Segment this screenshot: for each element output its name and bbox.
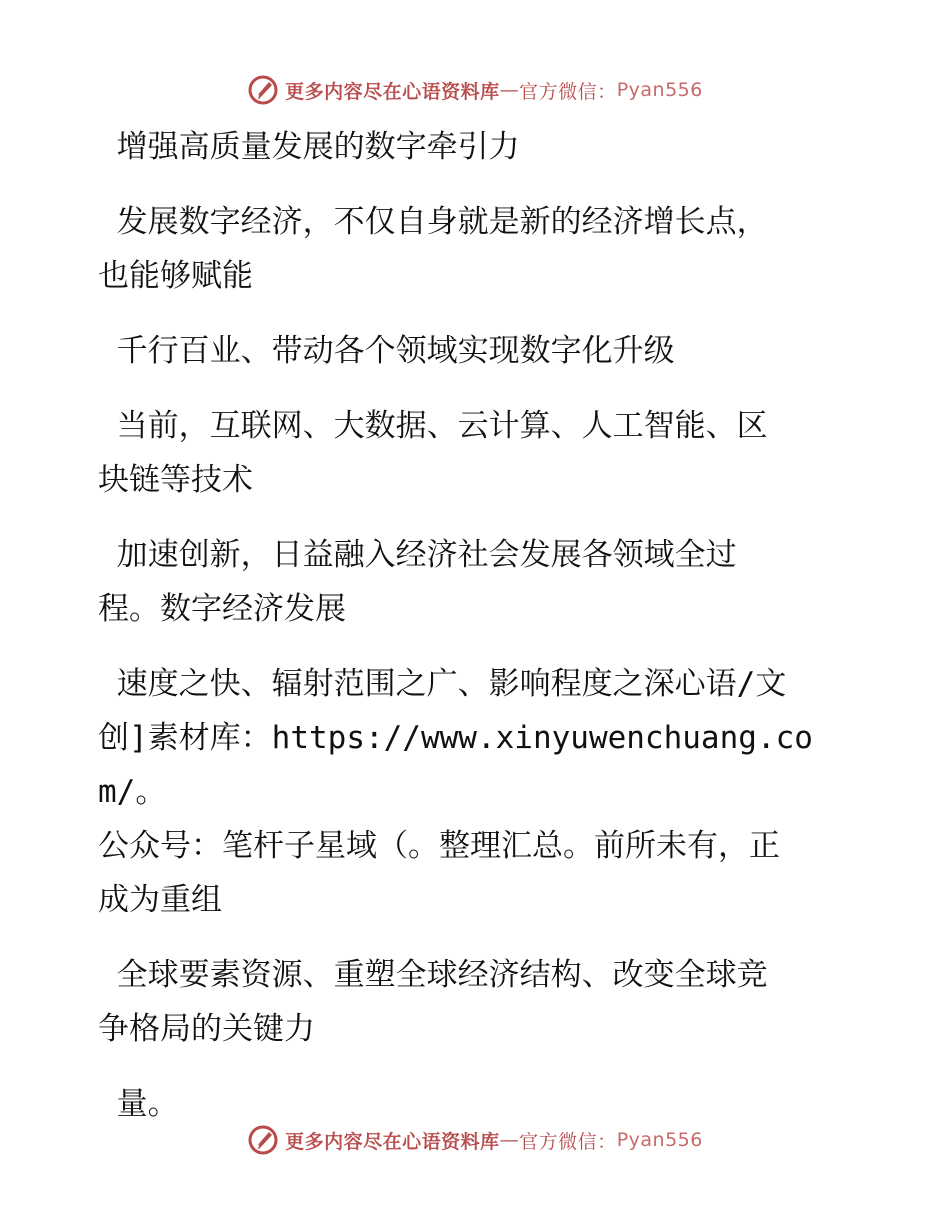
header-banner	[0, 70, 950, 110]
paragraph: 当前，互联网、大数据、云计算、人工智能、区 块链等技术	[98, 408, 768, 498]
paragraph: 发展数字经济，不仅自身就是新的经济增长点， 也能够赋能	[98, 204, 768, 294]
paragraph: 千行百业、带动各个领域实现数字化升级	[98, 333, 675, 369]
quill-seal-icon	[247, 74, 279, 106]
paragraph: 全球要素资源、重塑全球经济结构、改变全球竞 争格局的关键力	[98, 957, 768, 1047]
header-wechat-id: Pyan556	[616, 79, 703, 101]
paragraph: 量。	[98, 1086, 179, 1122]
header-separator: —	[499, 79, 520, 101]
paragraph: 增强高质量发展的数字牵引力	[98, 129, 520, 165]
footer-official-label: 官方微信：	[519, 1130, 617, 1153]
header-official-label: 官方微信：	[519, 80, 617, 103]
quill-seal-icon	[247, 1124, 279, 1156]
footer-separator: —	[499, 1129, 520, 1151]
footer-wechat-id: Pyan556	[616, 1129, 703, 1151]
document-body	[98, 120, 858, 1152]
paragraph: 加速创新，日益融入经济社会发展各领域全过 程。数字经济发展	[98, 537, 737, 627]
paragraph: 速度之快、辐射范围之广、影响程度之深心语/文 创]素材库：https://www.xinyuwenchuang.com/。 公众号：笔杆子星域（。整理汇总。前所未有，正 成为重组	[98, 666, 813, 918]
footer-brand: 更多内容尽在心语资料库	[285, 1130, 500, 1153]
footer-banner	[0, 1120, 950, 1160]
header-brand: 更多内容尽在心语资料库	[285, 80, 500, 103]
